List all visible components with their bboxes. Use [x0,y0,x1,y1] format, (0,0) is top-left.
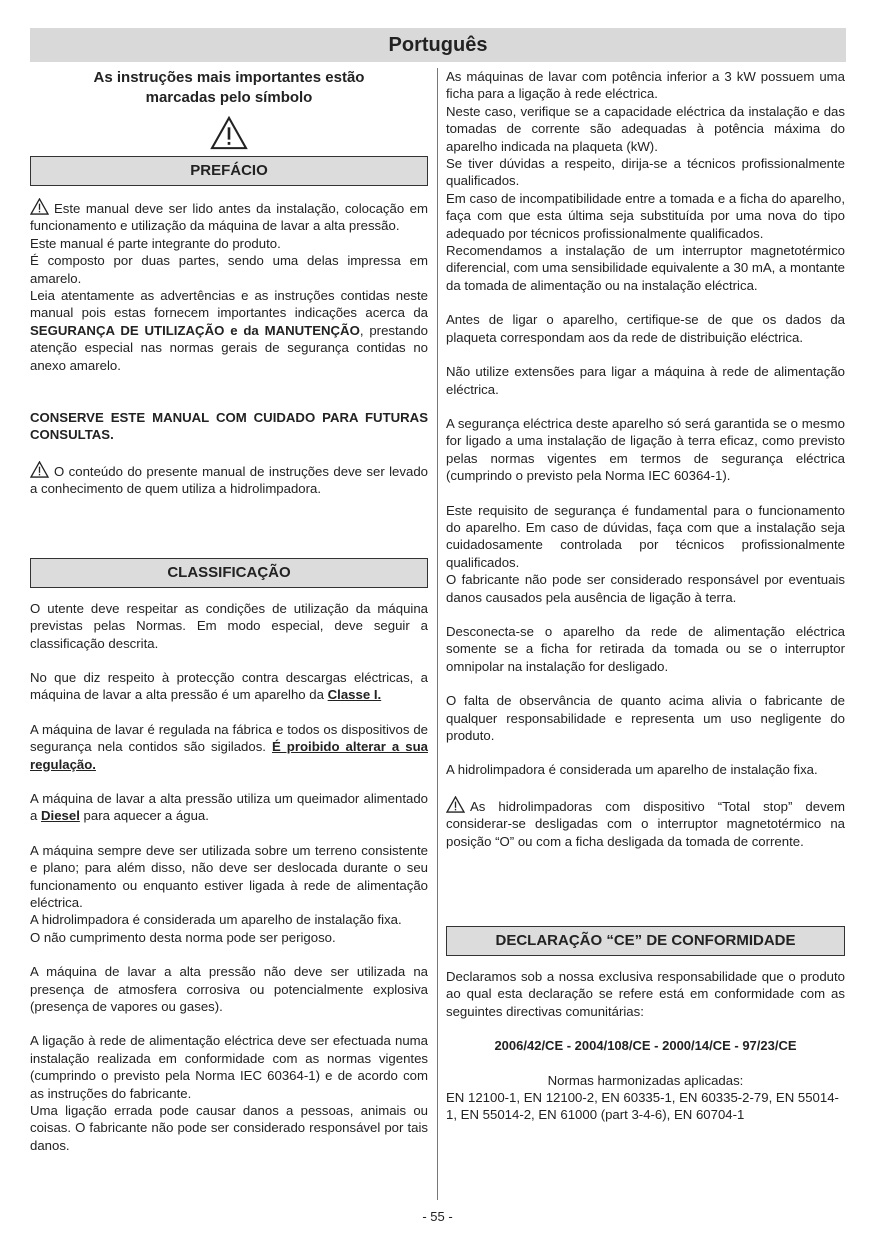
intro-line-2: marcadas pelo símbolo [145,89,313,106]
classificacao-paragraph-3 [30,721,428,773]
classificacao-paragraph-7: O não cumprimento desta norma pode ser perigoso. [30,929,336,945]
warning-triangle-icon [210,116,248,150]
classificacao-paragraph-2 [30,669,428,704]
right-paragraph-7: Não utilize extensões para ligar a máquina à rede de alimentação eléctrica. [446,364,845,397]
right-paragraph-1: As máquinas de lavar com potência inferior a 3 kW possuem uma ficha para a ligação à rede eléctrica. [446,69,845,102]
warning-icon [446,796,465,813]
right-paragraph-10: O fabricante não pode ser considerado responsável por eventuais danos causados pela ausência de ligação à terra. [446,572,845,605]
classificacao-text-2b: Classe I. [327,687,382,703]
classificacao-text-3a: A máquina de lavar é regulada na fábrica e todos os dispositivos de segurança nela contidos são sigilados. [30,721,428,755]
right-paragraph-14 [446,796,845,850]
prefacio-text-4c: , prestando atenção especial nas normas gerais de segurança contidas no anexo amarelo. [30,322,429,373]
classificacao-text-2a: No que diz respeito à protecção contra descargas eléctricas, a máquina de lavar a alta pressão é um aparelho da [30,669,428,703]
classificacao-text-4b: Diesel [41,808,80,824]
normas-label: Normas harmonizadas aplicadas: [547,1072,744,1088]
prefacio-paragraph-2: Este manual é parte integrante do produto. [30,235,281,251]
prefacio-text-1: Este manual deve ser lido antes da instalação, colocação em funcionamento e utilização da máquina de lavar a alta pressão. [30,201,428,234]
intro-heading [30,68,428,108]
warning-icon [30,198,49,215]
classificacao-text-3b: É proibido alterar a sua regulação. [30,739,428,772]
right-paragraph-12: O falta de observância de quanto acima alivia o fabricante de qualquer responsabilidade e representa um uso negligente do produto. [446,693,845,743]
right-paragraph-8: A segurança eléctrica deste aparelho só será garantida se o mesmo for ligado a uma instalação de ligação à terra eficaz, como previsto pelas normas vigentes em termos de segurança eléctrica (cumprindo o previsto pela Norma IEC 60364-1). [446,415,845,484]
normas-list: EN 12100-1, EN 12100-2, EN 60335-1, EN 60335-2-79, EN 55014-1, EN 55014-2, EN 61000 (part 3-4-6), EN 60704-1 [446,1090,839,1123]
prefacio-text-4b: SEGURANÇA DE UTILIZAÇÃO e da MANUTENÇÃO [30,322,360,338]
right-text-14: As hidrolimpadoras com dispositivo “Total stop” devem considerar-se desligadas com o interruptor magnetotérmico na posição “O” ou com a ficha desligada da tomada de corrente. [446,798,845,849]
classificacao-paragraph-10: Uma ligação errada pode causar danos a pessoas, animais ou coisas. O fabricante não pode ser considerado responsável por tais danos. [30,1103,428,1153]
classificacao-paragraph-6: A hidrolimpadora é considerada um aparelho de instalação fixa. [30,912,402,928]
right-paragraph-11: Desconecta-se o aparelho da rede de alimentação eléctrica somente se a ficha for retirada da tomada ou se o interruptor omnipolar na instalação for desligado. [446,623,845,674]
page-title: Português [30,28,846,62]
warning-icon [30,461,49,478]
prefacio-paragraph-4 [30,287,428,374]
classificacao-paragraph-4 [30,790,428,825]
classificacao-paragraph-9: A ligação à rede de alimentação eléctrica deve ser efectuada numa instalação realizada em conformidade com as normas vigentes (cumprindo o previsto pela Norma IEC 60364-1) e de acordo com as instruções do fabricante. [30,1033,428,1101]
right-paragraph-6: Antes de ligar o aparelho, certifique-se de que os dados da plaqueta correspondam aos da rede de distribuição eléctrica. [446,312,845,345]
declaracao-directives: 2006/42/CE - 2004/108/CE - 2000/14/CE - 97/23/CE [494,1038,797,1054]
right-paragraph-13: A hidrolimpadora é considerada um aparelho de instalação fixa. [446,762,818,778]
page-number: - 55 - [422,1209,453,1224]
right-paragraph-5: Recomendamos a instalação de um interruptor magnetotérmico diferencial, com uma sensibilidade equivalente a 30 mA, a montante da tomada de alimentação ou na instalação eléctrica. [446,243,845,293]
classificacao-paragraph-8: A máquina de lavar a alta pressão não deve ser utilizada na presença de atmosfera corrosiva ou potencialmente explosiva (presença de vapores ou gases). [30,964,428,1014]
prefacio-text-5: O conteúdo do presente manual de instruções deve ser levado a conhecimento de quem utiliza a hidrolimpadora. [30,463,428,497]
intro-line-1: As instruções mais importantes estão [93,69,365,86]
classificacao-paragraph-5: A máquina sempre deve ser utilizada sobre um terreno consistente e plano; para além disso, não deve ser deslocada durante o seu funcionamento ou enquanto estiver ligada à rede de alimentação eléctrica. [30,842,428,910]
section-prefacio: PREFÁCIO [30,156,428,186]
prefacio-paragraph-1 [30,198,428,235]
prefacio-paragraph-3: É composto por duas partes, sendo uma delas impressa em amarelo. [30,253,428,286]
right-column [446,68,845,1124]
prefacio-text-4a: Leia atentamente as advertências e as instruções contidas neste manual pois estas fornecem importantes indicações acerca da [30,288,428,321]
prefacio-paragraph-5 [30,461,428,498]
conserve-notice: CONSERVE ESTE MANUAL COM CUIDADO PARA FUTURAS CONSULTAS. [30,410,428,443]
classificacao-text-4c: para aquecer a água. [79,808,209,824]
classificacao-text-4a: A máquina de lavar a alta pressão utiliza um queimador alimentado a [30,790,428,824]
classificacao-paragraph-1: O utente deve respeitar as condições de utilização da máquina previstas pelas Normas. Em modo especial, deve seguir a classificação descrita. [30,600,428,651]
column-divider [437,68,438,1200]
declaracao-paragraph-1: Declaramos sob a nossa exclusiva responsabilidade que o produto ao qual esta declaração se refere está em conformidade com as seguintes directivas comunitárias: [446,969,845,1019]
left-column [30,68,428,1154]
right-paragraph-4: Em caso de incompatibilidade entre a tomada e a ficha do aparelho, faça com que esta última seja substituída por uma nova do tipo adequado por técnicos profissionalmente qualificados. [446,190,845,241]
section-declaracao: DECLARAÇÃO “CE” DE CONFORMIDADE [446,926,845,956]
right-paragraph-2: Neste caso, verifique se a capacidade eléctrica da instalação e das tomadas de corrente são adequadas à potência máxima do aparelho indicada na plaqueta (kW). [446,103,845,154]
section-classificacao: CLASSIFICAÇÃO [30,558,428,588]
right-paragraph-3: Se tiver dúvidas a respeito, dirija-se a técnicos profissionalmente qualificados. [446,156,845,189]
right-paragraph-9: Este requisito de segurança é fundamental para o funcionamento do aparelho. Em caso de dúvidas, faça com que a instalação seja cuidadosamente controlada por técnicos profissionalmente qualificados. [446,502,845,570]
